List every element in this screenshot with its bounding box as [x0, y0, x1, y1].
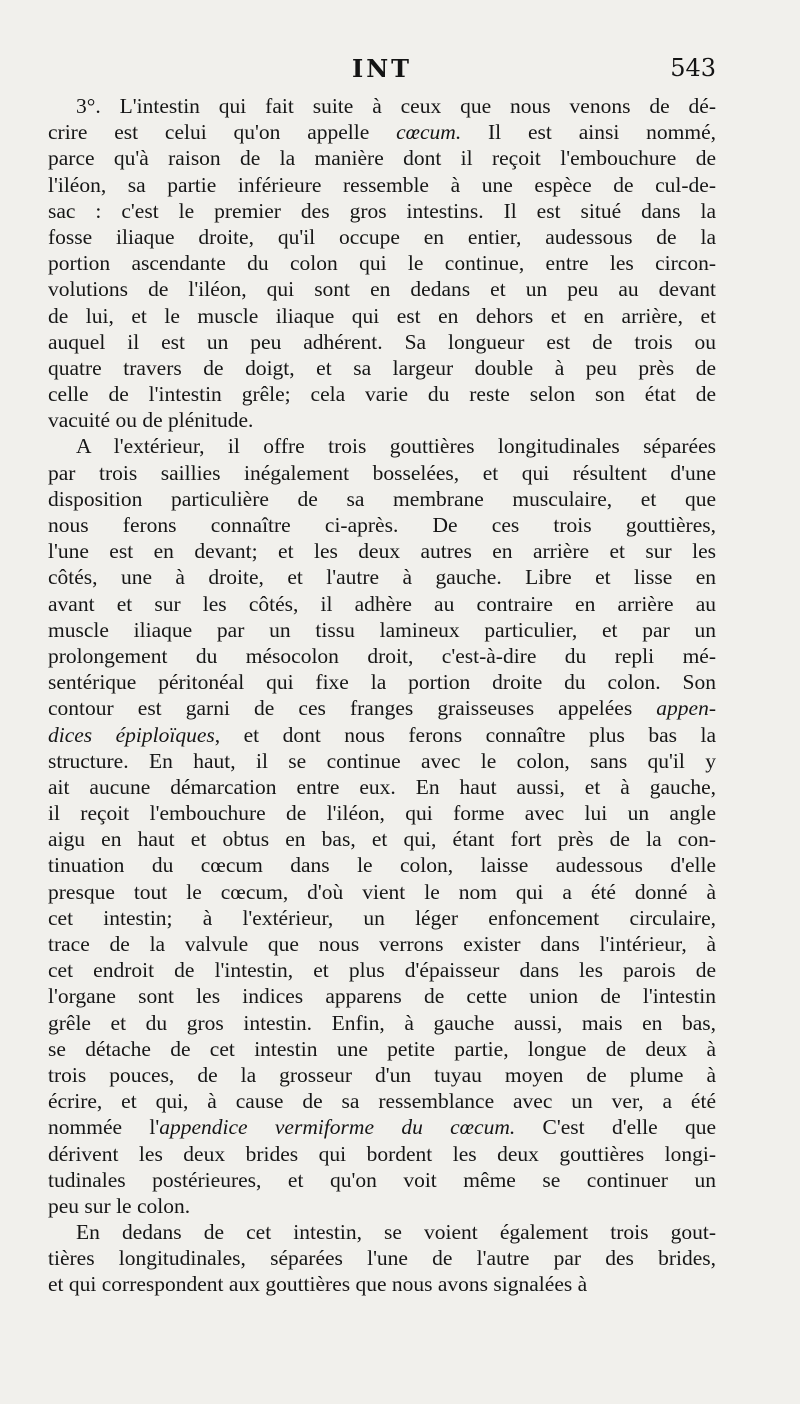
text-line: celle de l'intestin grêle; cela varie du reste selon son état de	[48, 382, 716, 407]
text-line: cet intestin; à l'extérieur, un léger enfoncement circulaire,	[48, 905, 716, 930]
text-line: portion ascendante du colon qui le continue, entre les circon-	[48, 251, 716, 276]
text-line: En dedans de cet intestin, se voient également trois gout-	[76, 1220, 716, 1245]
text-line: contour est garni de ces franges graisseuses appelées appen-	[48, 696, 716, 721]
text-line: ait aucune démarcation entre eux. En haut aussi, et à gauche,	[48, 774, 716, 799]
text-line: il reçoit l'embouchure de l'iléon, qui forme avec lui un angle	[48, 801, 716, 826]
text-line: l'iléon, sa partie inférieure ressemble à une espèce de cul-de-	[48, 172, 716, 197]
text-line: structure. En haut, il se continue avec le colon, sans qu'il y	[48, 748, 716, 773]
text-line: volutions de l'iléon, qui sont en dedans et un peu au devant	[48, 277, 716, 302]
text-line: tudinales postérieures, et qu'on voit même se continuer un	[48, 1167, 716, 1192]
text-line: fosse iliaque droite, qu'il occupe en entier, audessous de la	[48, 224, 716, 249]
text-line: peu sur le colon.	[48, 1193, 191, 1218]
text-line: quatre travers de doigt, et sa largeur double à peu près de	[48, 355, 716, 380]
text-line: disposition particulière de sa membrane musculaire, et que	[48, 486, 716, 511]
text-line: l'une est en devant; et les deux autres en arrière et sur les	[48, 539, 716, 564]
text-line: presque tout le cœcum, d'où vient le nom qui a été donné à	[48, 879, 716, 904]
text-line: avant et sur les côtés, il adhère au contraire en arrière au	[48, 591, 716, 616]
page-number: 543	[670, 54, 716, 82]
text-line: vacuité ou de plénitude.	[48, 408, 254, 433]
headword: INT	[351, 54, 413, 83]
body-text	[48, 93, 716, 1298]
text-line: côtés, une à droite, et l'autre à gauche. Libre et lisse en	[48, 565, 716, 590]
text-line: dérivent les deux brides qui bordent les deux gouttières longi-	[48, 1141, 716, 1166]
paragraph	[48, 1219, 716, 1298]
text-line: 3°. L'intestin qui fait suite à ceux que nous venons de dé-	[76, 94, 716, 118]
text-line: par trois saillies inégalement bosselées, et qui résultent d'une	[48, 460, 716, 485]
text-line: crire est celui qu'on appelle cœcum. Il est ainsi nommé,	[48, 120, 716, 145]
text-line: sentérique péritonéal qui fixe la portion droite du colon. Son	[48, 670, 716, 695]
text-line: parce qu'à raison de la manière dont il reçoit l'embouchure de	[48, 146, 716, 171]
text-line: dices épiploïques, et dont nous ferons connaître plus bas la	[48, 722, 716, 747]
text-line: se détache de cet intestin une petite partie, longue de deux à	[48, 1036, 716, 1061]
text-line: sac : c'est le premier des gros intestins. Il est situé dans la	[48, 198, 716, 223]
text-line: muscle iliaque par un tissu lamineux particulier, et par un	[48, 617, 716, 642]
text-line: auquel il est un peu adhérent. Sa longueur est de trois ou	[48, 329, 716, 354]
text-line: grêle et du gros intestin. Enfin, à gauche aussi, mais en bas,	[48, 1010, 716, 1035]
text-line: tinuation du cœcum dans le colon, laisse audessous d'elle	[48, 853, 716, 878]
text-line: nommée l'appendice vermiforme du cœcum. C'est d'elle que	[48, 1115, 716, 1140]
text-line: l'organe sont les indices apparens de cette union de l'intestin	[48, 984, 716, 1009]
text-line: cet endroit de l'intestin, et plus d'épaisseur dans les parois de	[48, 958, 716, 983]
text-line: aigu en haut et obtus en bas, et qui, étant fort près de la con-	[48, 827, 716, 852]
paragraph	[48, 433, 716, 1219]
text-line: de lui, et le muscle iliaque qui est en dehors et en arrière, et	[48, 303, 716, 328]
text-line: écrire, et qui, à cause de sa ressemblance avec un ver, a été	[48, 1089, 716, 1114]
text-line: A l'extérieur, il offre trois gouttières longitudinales séparées	[76, 434, 716, 459]
text-line: trace de la valvule que nous verrons exister dans l'intérieur, à	[48, 932, 716, 956]
text-line: trois pouces, de la grosseur d'un tuyau moyen de plume à	[48, 1062, 716, 1087]
text-line: tières longitudinales, séparées l'une de l'autre par des brides,	[48, 1246, 716, 1271]
text-line: et qui correspondent aux gouttières que nous avons signalées à	[48, 1272, 588, 1297]
running-head	[48, 54, 716, 88]
paragraph	[48, 93, 716, 433]
text-line: nous ferons connaître ci-après. De ces trois gouttières,	[48, 513, 716, 537]
text-line: prolongement du mésocolon droit, c'est-à-dire du repli mé-	[48, 643, 716, 668]
